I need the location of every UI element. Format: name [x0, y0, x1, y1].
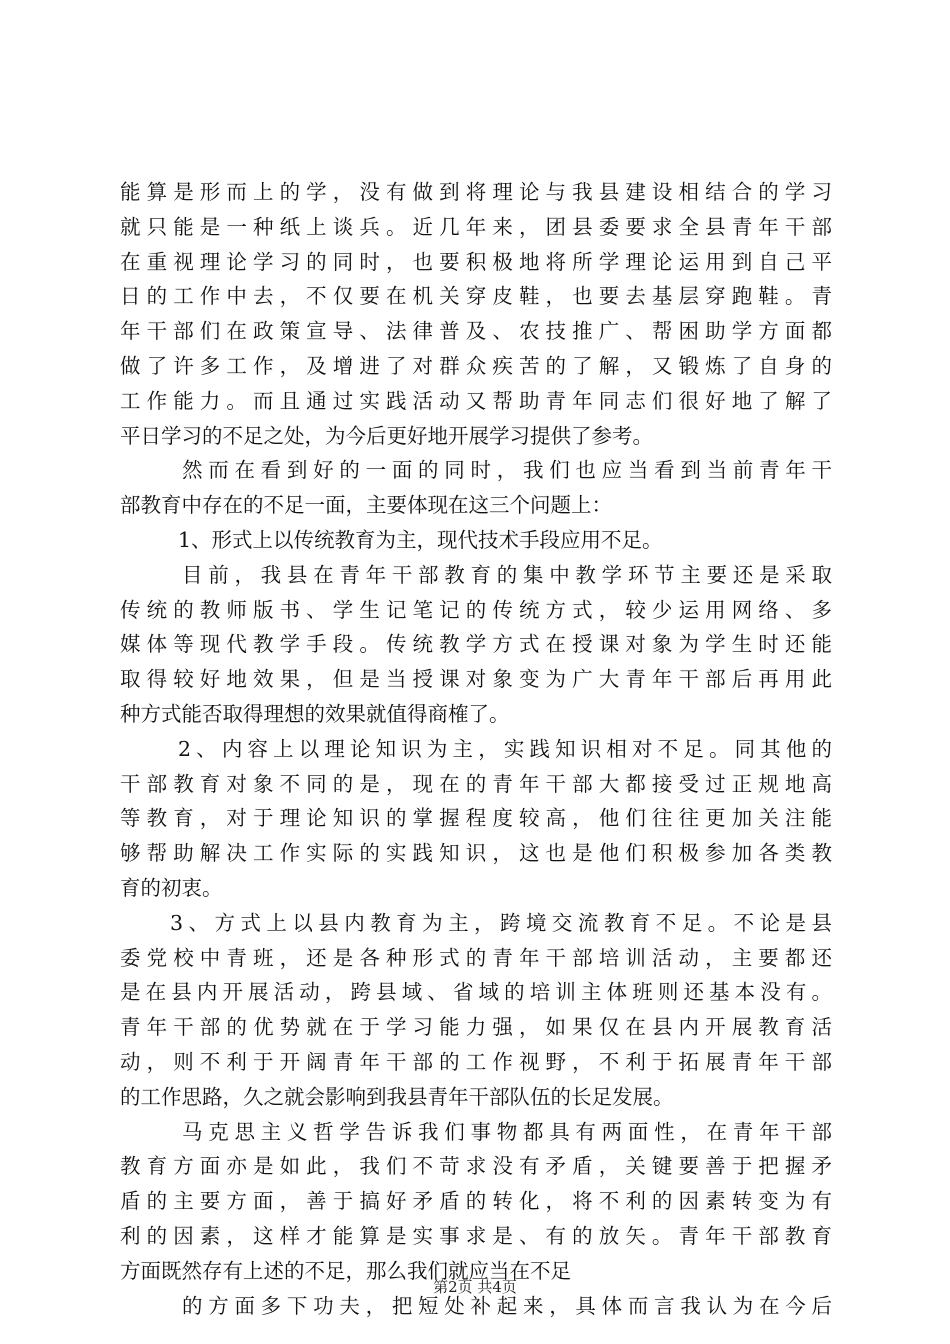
- paragraph-start-line: 的方面多下功夫，把短处补起来，具体而言我认为在今后: [182, 1293, 832, 1318]
- text-line: 部教育中存在的不足一面，主要体现在这三个问题上：: [120, 493, 612, 518]
- text-line: 在重视理论学习的同时，也要积极地将所学理论运用到自己平: [120, 249, 832, 274]
- text-line: 传统的教师版书、学生记笔记的传统方式，较少运用网络、多: [120, 597, 832, 622]
- section-heading-3: 3、方式上以县内教育为主，跨境交流教育不足。不论是县: [170, 910, 832, 935]
- text-line: 种方式能否取得理想的效果就值得商榷了。: [120, 701, 510, 726]
- text-line: 方面既然存有上述的不足，那么我们就应当在不足: [120, 1258, 571, 1283]
- paragraph-start-line: 目前，我县在青年干部教育的集中教学环节主要还是采取: [182, 562, 832, 587]
- text-line: 盾的主要方面，善于搞好矛盾的转化，将不利的因素转变为有: [120, 1189, 832, 1214]
- text-line: 育的初衷。: [120, 875, 223, 900]
- text-line: 教育方面亦是如此，我们不苛求没有矛盾，关键要善于把握矛: [120, 1154, 832, 1179]
- paragraph-start-line: 马克思主义哲学告诉我们事物都具有两面性，在青年干部: [182, 1119, 832, 1144]
- paragraph-start-line: 然而在看到好的一面的同时，我们也应当看到当前青年干: [182, 458, 832, 483]
- text-line: 等教育，对于理论知识的掌握程度较高，他们往往更加关注能: [120, 806, 832, 831]
- text-line: 能算是形而上的学，没有做到将理论与我县建设相结合的学习: [120, 180, 832, 204]
- text-line: 委党校中青班，还是各种形式的青年干部培训活动，主要都还: [120, 945, 832, 970]
- text-line: 工作能力。而且通过实践活动又帮助青年同志们很好地了解了: [120, 388, 832, 413]
- text-line: 媒体等现代教学手段。传统教学方式在授课对象为学生时还能: [120, 632, 832, 657]
- text-line: 的工作思路，久之就会影响到我县青年干部队伍的长足发展。: [120, 1084, 674, 1109]
- text-line: 日的工作中去，不仅要在机关穿皮鞋，也要去基层穿跑鞋。青: [120, 284, 832, 309]
- section-heading-2: 2、内容上以理论知识为主，实践知识相对不足。同其他的: [178, 736, 832, 761]
- text-line: 平日学习的不足之处，为今后更好地开展学习提供了参考。: [120, 423, 653, 448]
- text-line: 利的因素，这样才能算是实事求是、有的放矢。青年干部教育: [120, 1223, 832, 1248]
- text-line: 干部教育对象不同的是，现在的青年干部大都接受过正规地高: [120, 771, 832, 796]
- text-line: 动，则不利于开阔青年干部的工作视野，不利于拓展青年干部: [120, 1049, 832, 1074]
- text-line: 就只能是一种纸上谈兵。近几年来，团县委要求全县青年干部: [120, 214, 832, 239]
- text-line: 做了许多工作，及增进了对群众疾苦的了解，又锻炼了自身的: [120, 353, 832, 378]
- text-line: 是在县内开展活动，跨县域、省域的培训主体班则还基本没有。: [120, 980, 832, 1005]
- text-line: 年干部们在政策宣导、法律普及、农技推广、帮困助学方面都: [120, 319, 832, 344]
- body-text: [120, 175, 832, 1323]
- text-line: 青年干部的优势就在于学习能力强，如果仅在县内开展教育活: [120, 1015, 832, 1040]
- text-line: 取得较好地效果，但是当授课对象变为广大青年干部后再用此: [120, 667, 832, 692]
- page-number-footer: 第2页 共4页: [433, 1278, 517, 1296]
- text-line: 够帮助解决工作实际的实践知识，这也是他们积极参加各类教: [120, 841, 832, 866]
- section-heading-1: 1、形式上以传统教育为主，现代技术手段应用不足。: [178, 527, 663, 552]
